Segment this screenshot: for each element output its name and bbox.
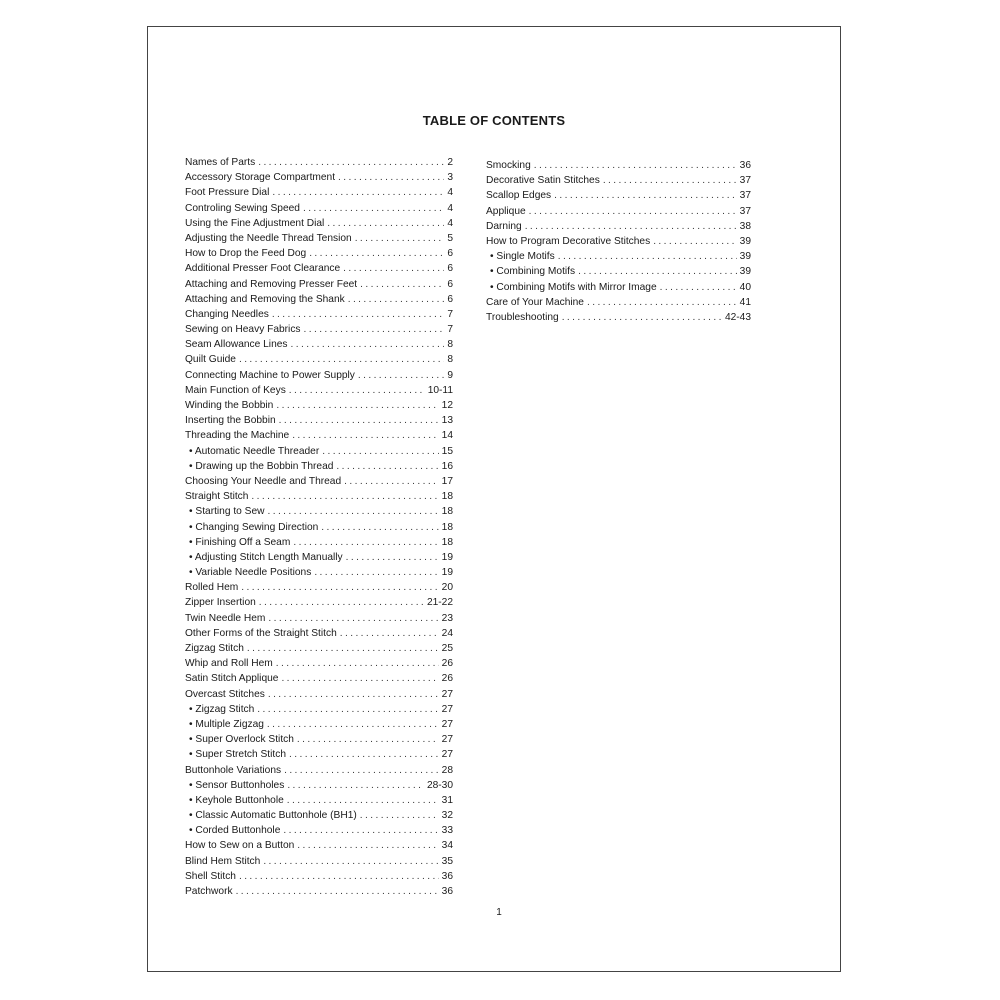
toc-entry bbox=[185, 611, 453, 626]
toc-entry-label: Additional Presser Foot Clearance bbox=[185, 263, 341, 275]
toc-entry-page: 25 bbox=[441, 643, 453, 654]
toc-right-column bbox=[486, 158, 751, 325]
toc-entry-page: 23 bbox=[441, 612, 453, 624]
toc-entry-page: 19 bbox=[441, 551, 453, 563]
toc-entry-page: 15 bbox=[441, 445, 453, 457]
toc-entry-label: • Variable Needle Positions bbox=[189, 567, 312, 579]
dot-leader bbox=[360, 277, 444, 292]
toc-entry-page: 27 bbox=[441, 688, 453, 700]
toc-entry bbox=[185, 778, 453, 793]
toc-entry-page: 4 bbox=[447, 187, 453, 199]
toc-entry bbox=[185, 277, 453, 292]
toc-entry bbox=[185, 383, 453, 398]
toc-entry bbox=[185, 322, 453, 337]
dot-leader bbox=[346, 550, 439, 565]
toc-entry-page: 27 bbox=[441, 703, 453, 715]
dot-leader bbox=[258, 155, 444, 170]
toc-entry-page: 3 bbox=[447, 172, 453, 184]
toc-entry-label: Winding the Bobbin bbox=[185, 400, 274, 411]
toc-entry bbox=[185, 702, 453, 717]
toc-entry-page: 20 bbox=[441, 582, 453, 594]
dot-leader bbox=[267, 504, 438, 519]
toc-entry bbox=[185, 337, 453, 352]
toc-entry bbox=[185, 793, 453, 808]
toc-entry bbox=[185, 763, 453, 778]
toc-entry-label: Accessory Storage Compartment bbox=[185, 172, 336, 184]
toc-entry-page: 26 bbox=[441, 673, 453, 685]
toc-entry bbox=[185, 398, 453, 413]
toc-entry-page: 31 bbox=[441, 794, 453, 806]
dot-leader bbox=[276, 398, 438, 413]
toc-entry bbox=[185, 170, 453, 185]
toc-entry bbox=[185, 201, 453, 216]
toc-entry-page: 37 bbox=[739, 205, 751, 217]
toc-entry bbox=[486, 173, 751, 188]
dot-leader bbox=[247, 641, 439, 656]
toc-entry-label: Care of Your Machine bbox=[486, 296, 584, 308]
dot-leader bbox=[344, 474, 439, 489]
toc-entry-page: 4 bbox=[447, 217, 453, 229]
toc-entry-page: 16 bbox=[441, 460, 453, 472]
dot-leader bbox=[279, 413, 439, 428]
toc-entry bbox=[185, 565, 453, 580]
toc-entry bbox=[185, 854, 453, 869]
toc-entry-page: 18 bbox=[441, 536, 453, 548]
toc-entry-page: 19 bbox=[441, 567, 453, 579]
toc-entry bbox=[486, 295, 751, 310]
dot-leader bbox=[284, 763, 439, 778]
dot-leader bbox=[297, 732, 439, 747]
dot-leader bbox=[268, 687, 439, 702]
dot-leader bbox=[239, 352, 444, 367]
toc-entry-page: 37 bbox=[739, 175, 751, 187]
toc-entry-label: How to Sew on a Button bbox=[185, 840, 295, 852]
dot-leader bbox=[287, 778, 424, 793]
toc-entry bbox=[185, 595, 453, 610]
toc-entry-page: 35 bbox=[441, 855, 453, 867]
dot-leader bbox=[314, 565, 438, 580]
toc-entry bbox=[185, 185, 453, 200]
toc-entry bbox=[185, 231, 453, 246]
toc-entry-label: • Combining Motifs bbox=[490, 266, 576, 278]
toc-entry-page: 21-22 bbox=[426, 597, 453, 609]
toc-entry-label: • Combining Motifs with Mirror Image bbox=[490, 281, 657, 293]
toc-entry bbox=[185, 368, 453, 383]
toc-entry-label: How to Program Decorative Stitches bbox=[486, 235, 651, 247]
toc-entry-page: 27 bbox=[441, 734, 453, 746]
document-page bbox=[147, 26, 841, 972]
toc-entry-label: Main Function of Keys bbox=[185, 384, 286, 396]
toc-entry-page: 36 bbox=[739, 160, 751, 171]
toc-entry-label: • Super Stretch Stitch bbox=[189, 749, 286, 761]
toc-entry-label: Attaching and Removing the Shank bbox=[185, 293, 345, 305]
toc-entry-label: Attaching and Removing Presser Feet bbox=[185, 278, 358, 290]
toc-entry-label: Troubleshooting bbox=[486, 311, 559, 323]
toc-entry-label: Zipper Insertion bbox=[185, 597, 256, 609]
toc-entry-label: Adjusting the Needle Thread Tension bbox=[185, 232, 352, 244]
toc-entry-page: 6 bbox=[447, 263, 453, 275]
dot-leader bbox=[241, 580, 438, 595]
dot-leader bbox=[263, 854, 438, 869]
toc-entry-label: • Multiple Zigzag bbox=[189, 718, 264, 730]
toc-entry-label: Smocking bbox=[486, 160, 531, 171]
dot-leader bbox=[340, 626, 439, 641]
toc-entry bbox=[185, 307, 453, 322]
toc-entry bbox=[185, 155, 453, 170]
dot-leader bbox=[276, 656, 439, 671]
toc-entry-page: 4 bbox=[447, 202, 453, 214]
toc-entry-label: Whip and Roll Hem bbox=[185, 658, 273, 670]
toc-entry bbox=[486, 264, 751, 279]
toc-entry-page: 18 bbox=[441, 521, 453, 533]
dot-leader bbox=[272, 185, 444, 200]
toc-entry-label: • Starting to Sew bbox=[189, 506, 265, 518]
toc-entry-label: Connecting Machine to Power Supply bbox=[185, 369, 355, 381]
toc-entry-page: 7 bbox=[447, 308, 453, 320]
toc-entry bbox=[185, 747, 453, 762]
toc-entry-label: • Sensor Buttonholes bbox=[189, 779, 285, 791]
dot-leader bbox=[578, 264, 737, 279]
dot-leader bbox=[268, 611, 438, 626]
toc-entry-label: Seam Allowance Lines bbox=[185, 339, 288, 351]
dot-leader bbox=[289, 747, 439, 762]
toc-entry bbox=[185, 444, 453, 459]
dot-leader bbox=[303, 201, 444, 216]
dot-leader bbox=[327, 216, 444, 231]
dot-leader bbox=[289, 383, 425, 398]
toc-entry bbox=[185, 884, 453, 899]
toc-entry-page: 27 bbox=[441, 718, 453, 730]
toc-entry-label: Twin Needle Hem bbox=[185, 612, 266, 624]
toc-entry-label: • Automatic Needle Threader bbox=[189, 445, 320, 457]
dot-leader bbox=[321, 520, 438, 535]
dot-leader bbox=[348, 292, 445, 307]
toc-entry-label: • Keyhole Buttonhole bbox=[189, 794, 284, 806]
toc-entry-label: • Single Motifs bbox=[490, 251, 555, 263]
toc-entry bbox=[185, 246, 453, 261]
toc-entry bbox=[486, 280, 751, 295]
toc-entry bbox=[185, 535, 453, 550]
toc-entry-page: 17 bbox=[441, 475, 453, 487]
toc-entry-label: • Zigzag Stitch bbox=[189, 703, 255, 715]
toc-entry-page: 39 bbox=[739, 235, 751, 247]
toc-entry-label: Patchwork bbox=[185, 886, 233, 897]
dot-leader bbox=[239, 869, 439, 884]
dot-leader bbox=[558, 249, 737, 264]
toc-entry bbox=[486, 188, 751, 203]
toc-entry bbox=[185, 550, 453, 565]
toc-entry-page: 8 bbox=[447, 339, 453, 351]
dot-leader bbox=[358, 368, 444, 383]
toc-entry-page: 9 bbox=[447, 369, 453, 381]
toc-entry bbox=[185, 687, 453, 702]
toc-left-column bbox=[185, 155, 453, 899]
toc-entry bbox=[185, 459, 453, 474]
toc-entry bbox=[486, 219, 751, 234]
toc-entry-label: Threading the Machine bbox=[185, 430, 290, 442]
dot-leader bbox=[529, 204, 737, 219]
toc-entry-page: 6 bbox=[447, 278, 453, 290]
dot-leader bbox=[281, 671, 438, 686]
toc-entry bbox=[486, 204, 751, 219]
toc-entry bbox=[185, 580, 453, 595]
toc-entry-page: 5 bbox=[447, 232, 453, 244]
toc-entry-label: • Super Overlock Stitch bbox=[189, 734, 294, 746]
toc-entry-label: Shell Stitch bbox=[185, 870, 236, 882]
toc-entry bbox=[185, 656, 453, 671]
dot-leader bbox=[554, 188, 737, 203]
toc-entry-page: 6 bbox=[447, 248, 453, 260]
toc-entry-page: 32 bbox=[441, 810, 453, 822]
toc-entry-page: 14 bbox=[441, 430, 453, 442]
dot-leader bbox=[338, 170, 444, 185]
dot-leader bbox=[653, 234, 736, 249]
dot-leader bbox=[297, 838, 438, 853]
toc-entry bbox=[486, 310, 751, 325]
toc-entry-page: 39 bbox=[739, 251, 751, 263]
toc-entry-page: 6 bbox=[447, 293, 453, 305]
toc-entry bbox=[185, 489, 453, 504]
toc-entry-page: 12 bbox=[441, 400, 453, 411]
toc-entry bbox=[185, 808, 453, 823]
toc-entry-label: • Corded Buttonhole bbox=[189, 825, 281, 837]
toc-entry bbox=[486, 249, 751, 264]
toc-entry-page: 18 bbox=[441, 506, 453, 518]
toc-entry bbox=[185, 413, 453, 428]
toc-entry-page: 8 bbox=[447, 354, 453, 366]
dot-leader bbox=[257, 702, 438, 717]
toc-entry bbox=[486, 158, 751, 173]
dot-leader bbox=[322, 444, 438, 459]
dot-leader bbox=[562, 310, 722, 325]
toc-entry-label: Scallop Edges bbox=[486, 190, 552, 202]
dot-leader bbox=[251, 489, 438, 504]
toc-entry-label: • Adjusting Stitch Length Manually bbox=[189, 551, 343, 563]
dot-leader bbox=[343, 261, 444, 276]
toc-entry bbox=[185, 671, 453, 686]
toc-entry-page: 36 bbox=[441, 870, 453, 882]
toc-entry-page: 34 bbox=[441, 840, 453, 852]
toc-entry-page: 7 bbox=[447, 324, 453, 336]
toc-entry bbox=[185, 428, 453, 443]
toc-entry-page: 28-30 bbox=[426, 779, 453, 791]
toc-entry-page: 27 bbox=[441, 749, 453, 761]
toc-entry-page: 28 bbox=[441, 764, 453, 776]
toc-entry-page: 36 bbox=[441, 886, 453, 897]
toc-entry-page: 38 bbox=[739, 220, 751, 232]
toc-entry-label: Inserting the Bobbin bbox=[185, 415, 276, 427]
toc-entry-page: 41 bbox=[739, 296, 751, 308]
dot-leader bbox=[287, 793, 439, 808]
toc-entry bbox=[185, 869, 453, 884]
dot-leader bbox=[587, 295, 737, 310]
toc-entry-label: Decorative Satin Stitches bbox=[486, 175, 600, 187]
toc-entry-label: Rolled Hem bbox=[185, 582, 239, 594]
dot-leader bbox=[660, 280, 737, 295]
page-number: 1 bbox=[496, 907, 502, 918]
toc-entry-page: 37 bbox=[739, 190, 751, 202]
toc-entry-label: Sewing on Heavy Fabrics bbox=[185, 324, 301, 336]
toc-entry-label: • Changing Sewing Direction bbox=[189, 521, 319, 533]
toc-entry-label: Straight Stitch bbox=[185, 491, 249, 503]
toc-entry bbox=[185, 504, 453, 519]
toc-entry-label: Overcast Stitches bbox=[185, 688, 265, 700]
page-title: TABLE OF CONTENTS bbox=[422, 113, 566, 128]
toc-entry bbox=[185, 352, 453, 367]
dot-leader bbox=[304, 322, 445, 337]
toc-entry-page: 13 bbox=[441, 415, 453, 427]
toc-entry-label: Buttonhole Variations bbox=[185, 764, 282, 776]
toc-entry-page: 40 bbox=[739, 281, 751, 293]
toc-entry-label: • Finishing Off a Seam bbox=[189, 536, 291, 548]
toc-entry-label: Zigzag Stitch bbox=[185, 643, 244, 654]
toc-entry bbox=[185, 216, 453, 231]
toc-entry bbox=[185, 717, 453, 732]
toc-entry bbox=[185, 732, 453, 747]
toc-entry bbox=[185, 261, 453, 276]
dot-leader bbox=[236, 884, 439, 899]
toc-entry bbox=[185, 474, 453, 489]
toc-entry-label: Controling Sewing Speed bbox=[185, 202, 300, 214]
toc-entry-label: Foot Pressure Dial bbox=[185, 187, 270, 199]
toc-entry-page: 33 bbox=[441, 825, 453, 837]
toc-entry-label: Changing Needles bbox=[185, 308, 269, 320]
dot-leader bbox=[292, 428, 438, 443]
toc-entry-label: Names of Parts bbox=[185, 157, 256, 168]
dot-leader bbox=[360, 808, 439, 823]
toc-entry-label: Using the Fine Adjustment Dial bbox=[185, 217, 325, 229]
toc-entry bbox=[185, 641, 453, 656]
toc-entry-page: 18 bbox=[441, 491, 453, 503]
dot-leader bbox=[309, 246, 444, 261]
toc-entry-label: • Classic Automatic Buttonhole (BH1) bbox=[189, 810, 357, 822]
dot-leader bbox=[525, 219, 737, 234]
toc-entry-label: Applique bbox=[486, 205, 526, 217]
dot-leader bbox=[267, 717, 439, 732]
dot-leader bbox=[283, 823, 438, 838]
toc-entry-label: Satin Stitch Applique bbox=[185, 673, 279, 685]
toc-entry bbox=[185, 823, 453, 838]
toc-entry bbox=[185, 838, 453, 853]
toc-entry-label: • Drawing up the Bobbin Thread bbox=[189, 460, 334, 472]
toc-entry-page: 24 bbox=[441, 627, 453, 639]
toc-entry-page: 2 bbox=[447, 157, 453, 168]
dot-leader bbox=[336, 459, 438, 474]
toc-entry-label: How to Drop the Feed Dog bbox=[185, 248, 307, 260]
dot-leader bbox=[291, 337, 445, 352]
toc-entry-label: Other Forms of the Straight Stitch bbox=[185, 627, 337, 639]
toc-entry-page: 39 bbox=[739, 266, 751, 278]
dot-leader bbox=[355, 231, 445, 246]
dot-leader bbox=[603, 173, 737, 188]
toc-entry-label: Choosing Your Needle and Thread bbox=[185, 475, 342, 487]
dot-leader bbox=[534, 158, 737, 173]
toc-entry bbox=[185, 626, 453, 641]
toc-entry-page: 26 bbox=[441, 658, 453, 670]
toc-entry-page: 10-11 bbox=[427, 384, 453, 396]
toc-entry-label: Darning bbox=[486, 220, 522, 232]
dot-leader bbox=[259, 595, 424, 610]
toc-entry bbox=[185, 520, 453, 535]
toc-entry bbox=[486, 234, 751, 249]
toc-entry-label: Quilt Guide bbox=[185, 354, 236, 366]
dot-leader bbox=[293, 535, 438, 550]
dot-leader bbox=[272, 307, 445, 322]
toc-entry-label: Blind Hem Stitch bbox=[185, 855, 261, 867]
toc-entry-page: 42-43 bbox=[724, 311, 751, 323]
toc-entry bbox=[185, 292, 453, 307]
